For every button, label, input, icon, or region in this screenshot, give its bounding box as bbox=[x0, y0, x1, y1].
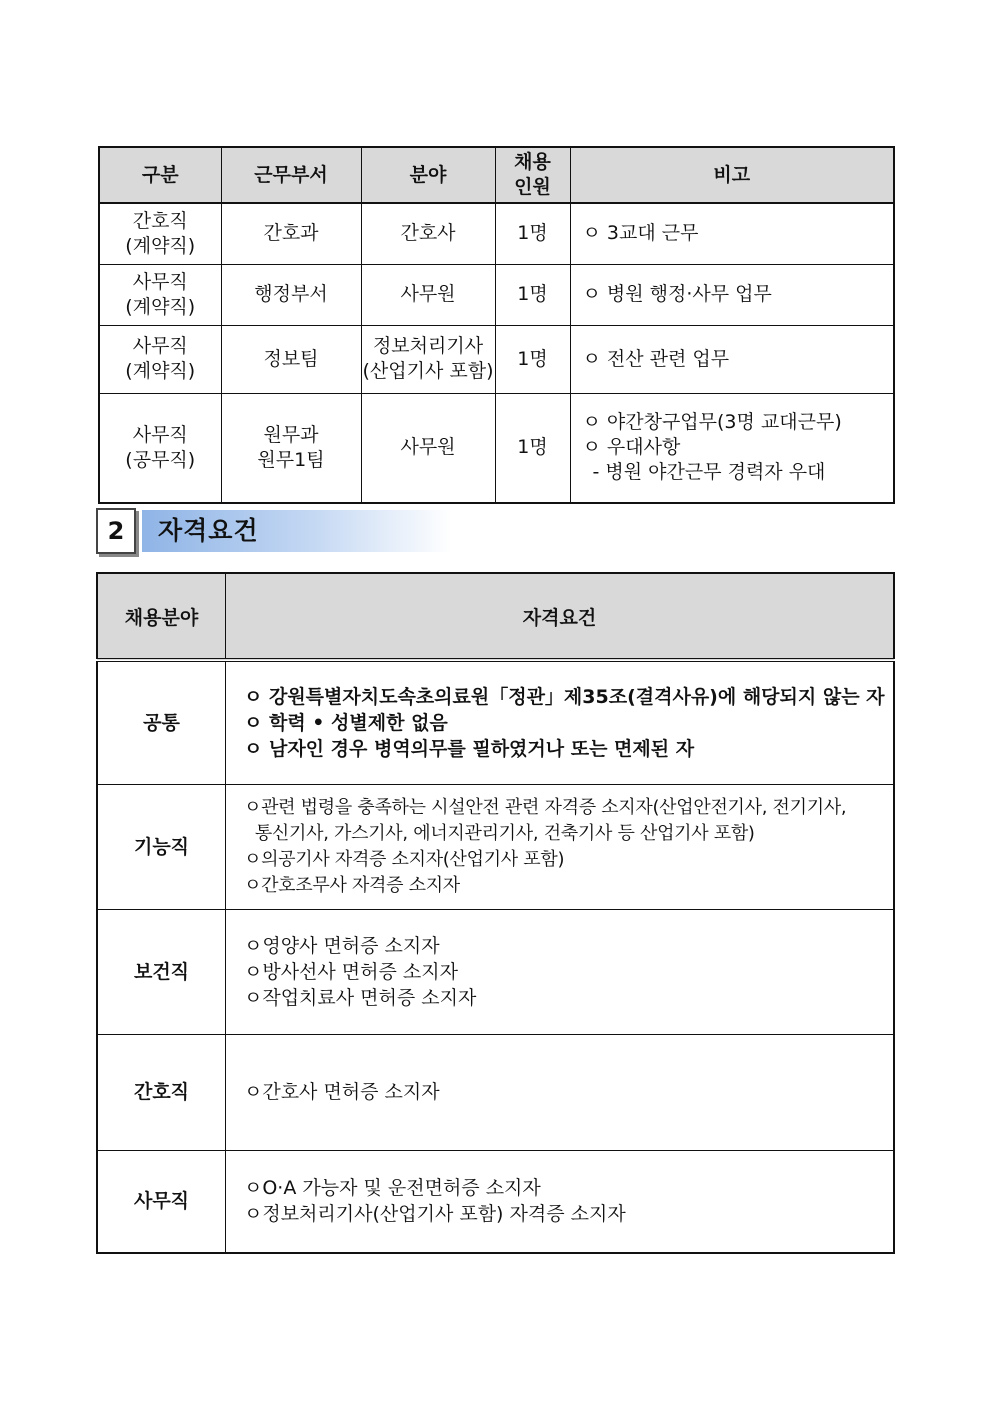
section-number: 2 bbox=[96, 508, 136, 554]
cell-type: 사무직 (계약직) bbox=[99, 325, 221, 393]
cell-type: 사무직 (공무직) bbox=[99, 393, 221, 503]
table-row bbox=[99, 393, 894, 503]
section-title: 자격요건 bbox=[158, 516, 259, 545]
table-row bbox=[99, 203, 894, 264]
header-field: 분야 bbox=[361, 147, 495, 203]
cell-requirements: ㅇ관련 법령을 충족하는 시설안전 관련 자격증 소지자(산업안전기사, 전기기사, 통신기사, 가스기사, 에너지관리기사, 건축기사 등 산업기사 포함) ㅇ의공기사 자격증 소지자(산업기사 포함) ㅇ간호조무사 자격증 소지자 bbox=[226, 784, 895, 909]
table-row bbox=[97, 1034, 894, 1150]
cell-count: 1명 bbox=[495, 393, 570, 503]
cell-requirements: ㅇ 강원특별자치도속초의료원「정관」제35조(결격사유)에 해당되지 않는 자 ㅇ 학력 • 성별제한 없음 ㅇ 남자인 경우 병역의무를 필하였거나 또는 면제된 자 bbox=[226, 660, 895, 784]
cell-count: 1명 bbox=[495, 203, 570, 264]
table-row bbox=[97, 1150, 894, 1253]
cell-dept: 간호과 bbox=[221, 203, 361, 264]
cell-notes: ㅇ 야간창구업무(3명 교대근무) ㅇ 우대사항 - 병원 야간근무 경력자 우대 bbox=[570, 393, 894, 503]
cell-category: 기능직 bbox=[97, 784, 226, 909]
table-row bbox=[97, 784, 894, 909]
table-row bbox=[97, 660, 894, 784]
cell-field: 사무원 bbox=[361, 393, 495, 503]
cell-category: 공통 bbox=[97, 660, 226, 784]
header-notes: 비고 bbox=[570, 147, 894, 203]
cell-requirements: ㅇ영양사 면허증 소지자 ㅇ방사선사 면허증 소지자 ㅇ작업치료사 면허증 소지자 bbox=[226, 909, 895, 1034]
cell-type: 간호직 (계약직) bbox=[99, 203, 221, 264]
cell-field: 사무원 bbox=[361, 264, 495, 325]
qualification-table bbox=[96, 572, 895, 1254]
cell-field: 간호사 bbox=[361, 203, 495, 264]
cell-dept: 행정부서 bbox=[221, 264, 361, 325]
header-type: 구분 bbox=[99, 147, 221, 203]
cell-category: 사무직 bbox=[97, 1150, 226, 1253]
table-row bbox=[99, 325, 894, 393]
cell-type: 사무직 (계약직) bbox=[99, 264, 221, 325]
cell-notes: ㅇ 병원 행정·사무 업무 bbox=[570, 264, 894, 325]
recruitment-table-header bbox=[99, 147, 894, 203]
header-requirements: 자격요건 bbox=[226, 573, 895, 660]
header-category: 채용분야 bbox=[97, 573, 226, 660]
cell-field: 정보처리기사 (산업기사 포함) bbox=[361, 325, 495, 393]
table-row bbox=[97, 909, 894, 1034]
header-count: 채용 인원 bbox=[495, 147, 570, 203]
cell-notes: ㅇ 전산 관련 업무 bbox=[570, 325, 894, 393]
cell-category: 간호직 bbox=[97, 1034, 226, 1150]
cell-requirements: ㅇO·A 가능자 및 운전면허증 소지자 ㅇ정보처리기사(산업기사 포함) 자격증 소지자 bbox=[226, 1150, 895, 1253]
cell-requirements: ㅇ간호사 면허증 소지자 bbox=[226, 1034, 895, 1150]
section-heading bbox=[96, 508, 466, 554]
recruitment-table bbox=[98, 146, 895, 504]
cell-count: 1명 bbox=[495, 264, 570, 325]
table-row bbox=[99, 264, 894, 325]
cell-count: 1명 bbox=[495, 325, 570, 393]
cell-notes: ㅇ 3교대 근무 bbox=[570, 203, 894, 264]
header-dept: 근무부서 bbox=[221, 147, 361, 203]
cell-category: 보건직 bbox=[97, 909, 226, 1034]
qualification-table-header bbox=[97, 573, 894, 660]
cell-dept: 원무과 원무1팀 bbox=[221, 393, 361, 503]
cell-dept: 정보팀 bbox=[221, 325, 361, 393]
